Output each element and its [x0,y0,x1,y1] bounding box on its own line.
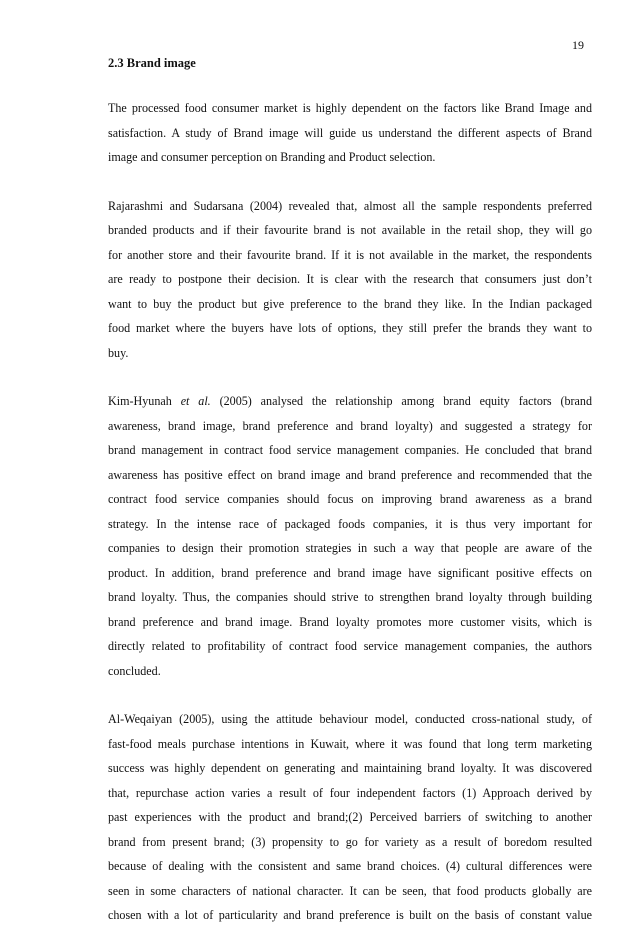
text-line: for another store and their favourite brand. If it is not available in the market, the respondents [108,247,592,262]
text-line: Rajarashmi and Sudarsana (2004) revealed that, almost all the sample respondents preferred [108,198,592,213]
text-line: chosen with a lot of particularity and brand preference is built on the basis of constant value [108,908,592,922]
citation-rest: (2005) analysed the relationship among brand equity factors (brand [210,394,593,408]
text-line: brand loyalty. Thus, the companies should strive to strengthen brand loyalty through building [108,590,592,604]
text-line: that, repurchase action varies a result of four independent factors (1) Approach derived by [108,785,592,800]
text-line: brand management in contract food service management companies. He concluded that brand [108,443,592,457]
document-body [108,96,592,952]
citation-et-al: et al. [180,394,211,408]
text-line: want to buy the product but give preference to the brand they like. In the Indian packaged [108,296,592,311]
text-line: because of dealing with the consistent and same brand choices. (4) cultural differences were [108,859,592,873]
text-line: seen in some characters of national character. It can be seen, that food products globally are [108,883,592,898]
text-line: brand from present brand; (3) propensity to go for variety as a result of boredom resulted [108,834,592,849]
text-line: brand preference and brand image. Brand loyalty promotes more customer visits, which is [108,614,592,629]
text-line: buy. [108,345,129,360]
text-line: food market where the buyers have lots of options, they still prefer the brands they want to [108,321,592,335]
section-heading: 2.3 Brand image [108,56,196,70]
paragraph-1 [108,96,592,170]
paragraph-2 [108,194,592,366]
text-line: The processed food consumer market is highly dependent on the factors like Brand Image and [108,101,592,115]
text-line: image and consumer perception on Branding and Product selection. [108,150,436,164]
text-line: product. In addition, brand preference and brand image have significant positive effects on [108,565,592,580]
text-line: are ready to postpone their decision. It is clear with the research that consumers just don’t [108,272,592,286]
paragraph-4 [108,707,592,928]
text-line: contract food service companies should focus on improving brand awareness as a brand [108,492,592,506]
text-line: strategy. In the intense race of packaged foods companies, it is thus very important for [108,516,592,531]
text-line: satisfaction. A study of Brand image will guide us understand the different aspects of Brand [108,125,592,140]
text-line: fast-food meals purchase intentions in Kuwait, where it was found that long term marketing [108,736,592,751]
text-line: directly related to profitability of contract food service management companies, the authors [108,639,592,653]
text-line: Al-Weqaiyan (2005), using the attitude behaviour model, conducted cross-national study, of [108,712,592,726]
text-line: branded products and if their favourite brand is not available in the retail shop, they will go [108,223,592,237]
page-number: 19 [572,38,584,52]
paragraph-3 [108,389,592,683]
text-line-citation [108,389,592,414]
text-line: success was highly dependent on generating and maintaining brand loyalty. It was discovered [108,761,592,775]
text-line: concluded. [108,663,161,678]
text-line: past experiences with the product and brand;(2) Perceived barriers of switching to another [108,810,592,824]
text-line: awareness has positive effect on brand image and brand preference and recommended that the [108,467,592,482]
citation-author: Kim-Hyunah [108,394,181,408]
text-line: awareness, brand image, brand preference and brand loyalty) and suggested a strategy for [108,418,592,433]
text-line: companies to design their promotion strategies in such a way that people are aware of the [108,541,592,555]
